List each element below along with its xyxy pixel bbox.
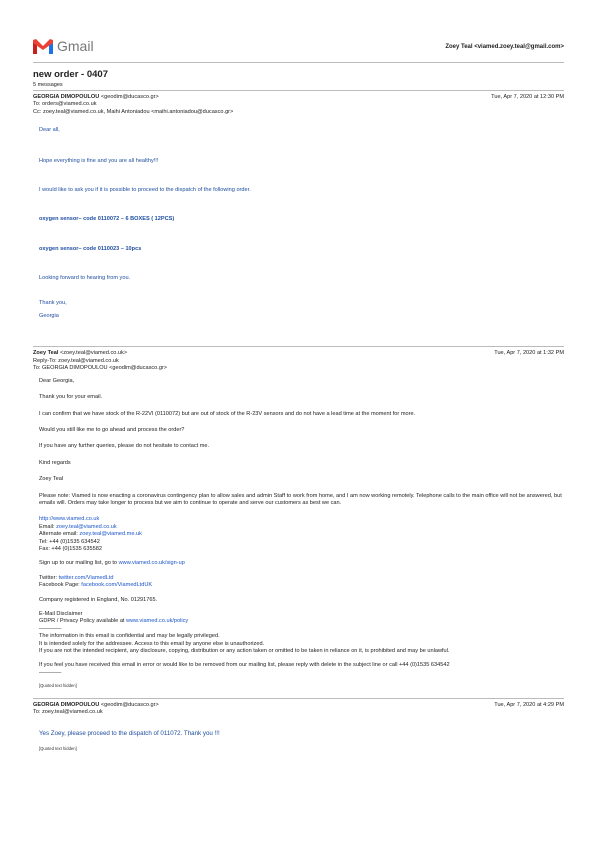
body-line: I can confirm that we have stock of the R-22VI (0110072) but are out of stock of the R-23V sensors and do not have a lead time at the moment for more.: [39, 410, 416, 417]
recipient-to: To: GEORGIA DIMOPOULOU <geodim@ducasco.gr>: [33, 365, 168, 372]
message-body: [33, 716, 564, 752]
reply-to: Reply-To: zoey.teal@viamed.co.uk: [33, 357, 119, 364]
message-body: [33, 373, 564, 690]
sender-name: GEORGIA DIMOPOULOU: [33, 94, 100, 100]
sender-email: <zoey.teal@viamed.co.uk>: [59, 350, 128, 357]
message-header: [33, 699, 564, 717]
quoted-text-hidden[interactable]: [Quoted text hidden]: [39, 683, 77, 689]
email-label: Email:: [39, 523, 57, 530]
disclaimer-line: If you feel you have received this email in error or would like to be removed from our mailing list, please reply with delete in the subject line or call +44 (0)1535 634542: [39, 662, 450, 669]
signup-link[interactable]: www.viamed.co.uk/sign-up: [118, 560, 185, 567]
twitter-label: Twitter:: [39, 574, 59, 581]
disclaimer-line: If you are not the intended recipient, any disclosure, copying, distribution or any action taken or omitted to be taken in reliance on it, is prohibited and may be unlawful.: [39, 648, 450, 655]
body-line: Kind regards: [39, 459, 71, 466]
divider: [33, 62, 564, 63]
disclaimer-line: The information in this email is confidential and may be legally privileged.: [39, 633, 220, 640]
facebook-label: Facebook Page:: [39, 582, 82, 589]
recipient-cc: Cc: zoey.teal@viamed.co.uk, Maihi Antoniadou <maihi.antoniadou@ducasco.gr>: [33, 108, 234, 115]
alt-email-label: Alternate email:: [39, 531, 80, 538]
sender-email: <geodim@ducasco.gr>: [100, 94, 159, 100]
coronavirus-note: Please note: Viamed is now enacting a coronavirus contingency plan to allow sales and admin Staff to work from home, and I am now working remotely. Telephone calls to the main office will not be answered, but emails will. Orders may take longer to process but we aim to continue to operate and serve our customers as best we can.: [39, 492, 562, 506]
account-name: Zoey Teal <viamed.zoey.teal@gmail.com>: [445, 44, 564, 50]
sender-email: <geodim@ducasco.gr>: [100, 701, 159, 708]
signup-label: Sign up to our mailing list, go to: [39, 560, 119, 567]
gmail-logo-text: Gmail: [57, 38, 94, 54]
separator: ————: [39, 669, 62, 676]
disclaimer-title: E-Mail Disclaimer: [39, 611, 83, 617]
message-header: [33, 347, 564, 372]
gdpr-link[interactable]: www.viamed.co.uk/policy: [126, 618, 189, 625]
email-print-page: [33, 0, 564, 752]
greeting: Dear Georgia,: [39, 377, 75, 384]
twitter-link[interactable]: twitter.com/ViamedLtd: [58, 574, 114, 581]
gmail-m-icon: [33, 39, 53, 54]
body-line: Hope everything is fine and you are all healthy!!!: [39, 157, 159, 164]
fax: Fax: +44 (0)1535 635582: [39, 545, 102, 552]
telephone: Tel: +44 (0)1535 634542: [39, 538, 100, 545]
recipient-to: To: zoey.teal@viamed.co.uk: [33, 709, 103, 716]
gdpr-label: GDPR / Privacy Policy available at: [39, 618, 127, 625]
body-line: Yes Zoey, please proceed to the dispatch of 011072. Thank you !!!: [39, 730, 220, 738]
signature: Georgia: [39, 313, 59, 320]
message-date: Tue, Apr 7, 2020 at 4:29 PM: [494, 701, 564, 708]
message-2: [33, 347, 564, 689]
gmail-logo: [33, 38, 94, 54]
message-date: Tue, Apr 7, 2020 at 12:30 PM: [491, 94, 564, 100]
body-line: If you have any further queries, please do not hesitate to contact me.: [39, 443, 210, 450]
thread-subject: new order - 0407: [33, 69, 108, 80]
company-registration: Company registered in England, No. 01291765.: [39, 596, 158, 603]
greeting: Dear all,: [39, 127, 60, 134]
alt-email-link[interactable]: zoey.teal@viamed.me.uk: [79, 531, 142, 538]
body-line: Would you still like me to go ahead and process the order?: [39, 426, 185, 433]
closing-thanks: Thank you,: [39, 299, 67, 306]
email-link[interactable]: zoey.teal@viamed.co.uk: [56, 523, 117, 530]
sender-name: GEORGIA DIMOPOULOU: [33, 701, 100, 708]
body-line: I would like to ask you if it is possible to proceed to the dispatch of the following order.: [39, 187, 251, 194]
body-line: Thank you for your email.: [39, 394, 103, 401]
disclaimer-line: It is intended solely for the addressee. Access to this email by anyone else is unauthorized.: [39, 640, 265, 647]
message-count: 5 messages: [33, 82, 63, 88]
message-header: [33, 91, 564, 116]
message-1: [33, 91, 564, 320]
order-item: oxygen sensor– code 0110023 – 10pcs: [39, 245, 142, 252]
website-link[interactable]: http://www.viamed.co.uk: [39, 516, 100, 523]
message-date: Tue, Apr 7, 2020 at 1:32 PM: [494, 350, 564, 357]
print-header: [33, 0, 564, 62]
quoted-text-hidden[interactable]: [Quoted text hidden]: [39, 745, 77, 751]
order-item: oxygen sensor– code 0110072 – 6 BOXES ( 12PCS): [39, 216, 175, 223]
separator: ————: [39, 625, 62, 632]
signature: Zoey Teal: [39, 476, 64, 483]
message-body: [33, 116, 564, 320]
facebook-link[interactable]: facebook.com/ViamedLtdUK: [81, 582, 153, 589]
message-3: [33, 699, 564, 753]
recipient-to: To: orders@viamed.co.uk: [33, 101, 97, 108]
sender-name: Zoey Teal: [33, 350, 59, 357]
body-line: Looking forward to hearing from you.: [39, 275, 131, 282]
